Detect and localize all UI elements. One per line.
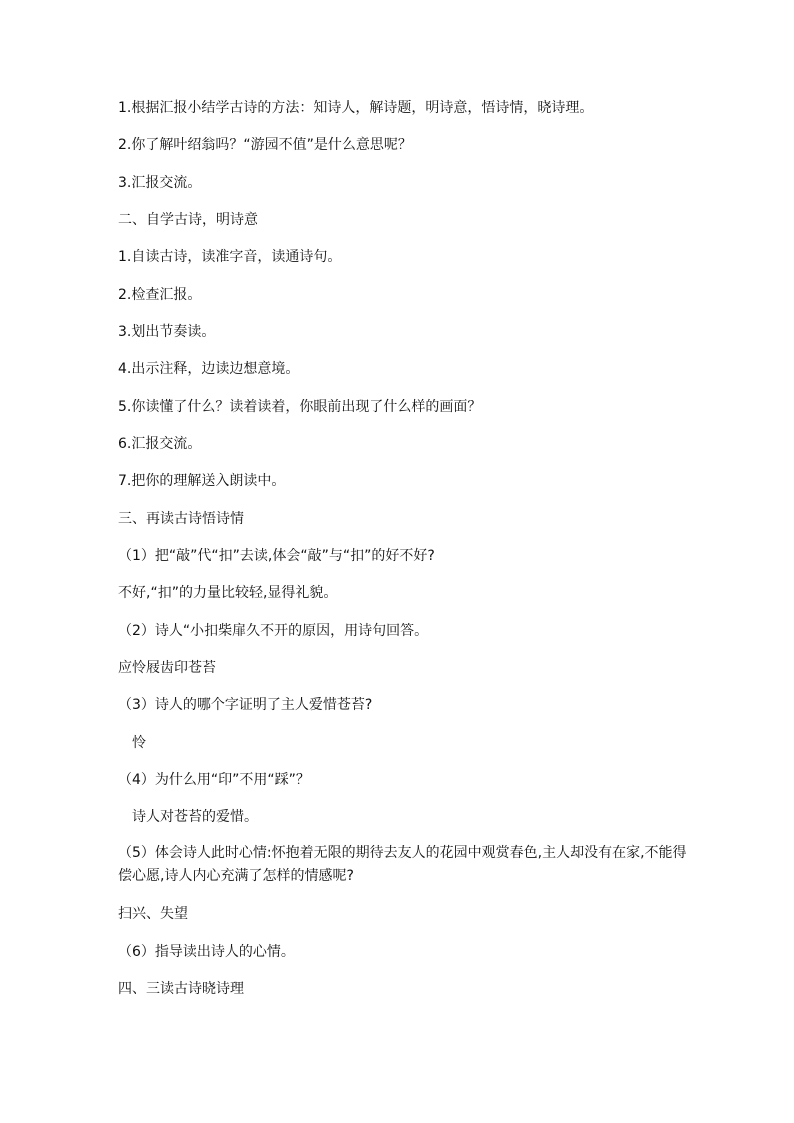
step-line: 3.汇报交流。 [118, 175, 202, 191]
numbered-question-line: （4）为什么用“印”不用“踩”？ [118, 772, 310, 788]
section-heading-3: 三、再读古诗悟诗情 [118, 511, 244, 527]
section-heading-4: 四、三读古诗晓诗理 [118, 981, 244, 997]
step-line: 3.划出节奏读。 [118, 324, 216, 340]
question-line: 2.你了解叶绍翁吗？“游园不值”是什么意思呢？ [118, 137, 412, 153]
step-line: 1.自读古诗，读准字音，读通诗句。 [118, 249, 342, 265]
numbered-question-line: （5）体会诗人此时心情:怀抱着无限的期待去友人的花园中观赏春色,主人却没有在家,不能得偿心愿,诗人内心充满了怎样的情感呢? [118, 845, 687, 884]
step-line: 5.你读懂了什么？读着读着，你眼前出现了什么样的画面？ [118, 399, 482, 415]
step-line: 2.检查汇报。 [118, 287, 202, 303]
section-heading-2: 二、自学古诗，明诗意 [118, 212, 258, 228]
answer-line: 诗人对苍苔的爱惜。 [118, 809, 258, 825]
method-summary-line: 1.根据汇报小结学古诗的方法：知诗人，解诗题，明诗意，悟诗情，晓诗理。 [118, 100, 594, 116]
answer-line: 应怜屐齿印苍苔 [118, 660, 216, 676]
numbered-question-line: （1）把“敲”代“扣”去读,体会“敲”与“扣”的好不好? [118, 548, 435, 564]
answer-line: 扫兴、失望 [118, 906, 188, 922]
answer-line: 怜 [118, 735, 146, 751]
step-line: 4.出示注释，边读边想意境。 [118, 361, 300, 377]
step-line: 7.把你的理解送入朗读中。 [118, 473, 286, 489]
numbered-question-line: （2）诗人“小扣柴扉久不开的原因，用诗句回答。 [118, 623, 429, 639]
numbered-question-line: （6）指导读出诗人的心情。 [118, 944, 295, 960]
answer-line: 不好,“扣”的力量比较轻,显得礼貌。 [118, 585, 338, 601]
numbered-question-line: （3）诗人的哪个字证明了主人爱惜苍苔? [118, 697, 373, 713]
step-line: 6.汇报交流。 [118, 436, 202, 452]
